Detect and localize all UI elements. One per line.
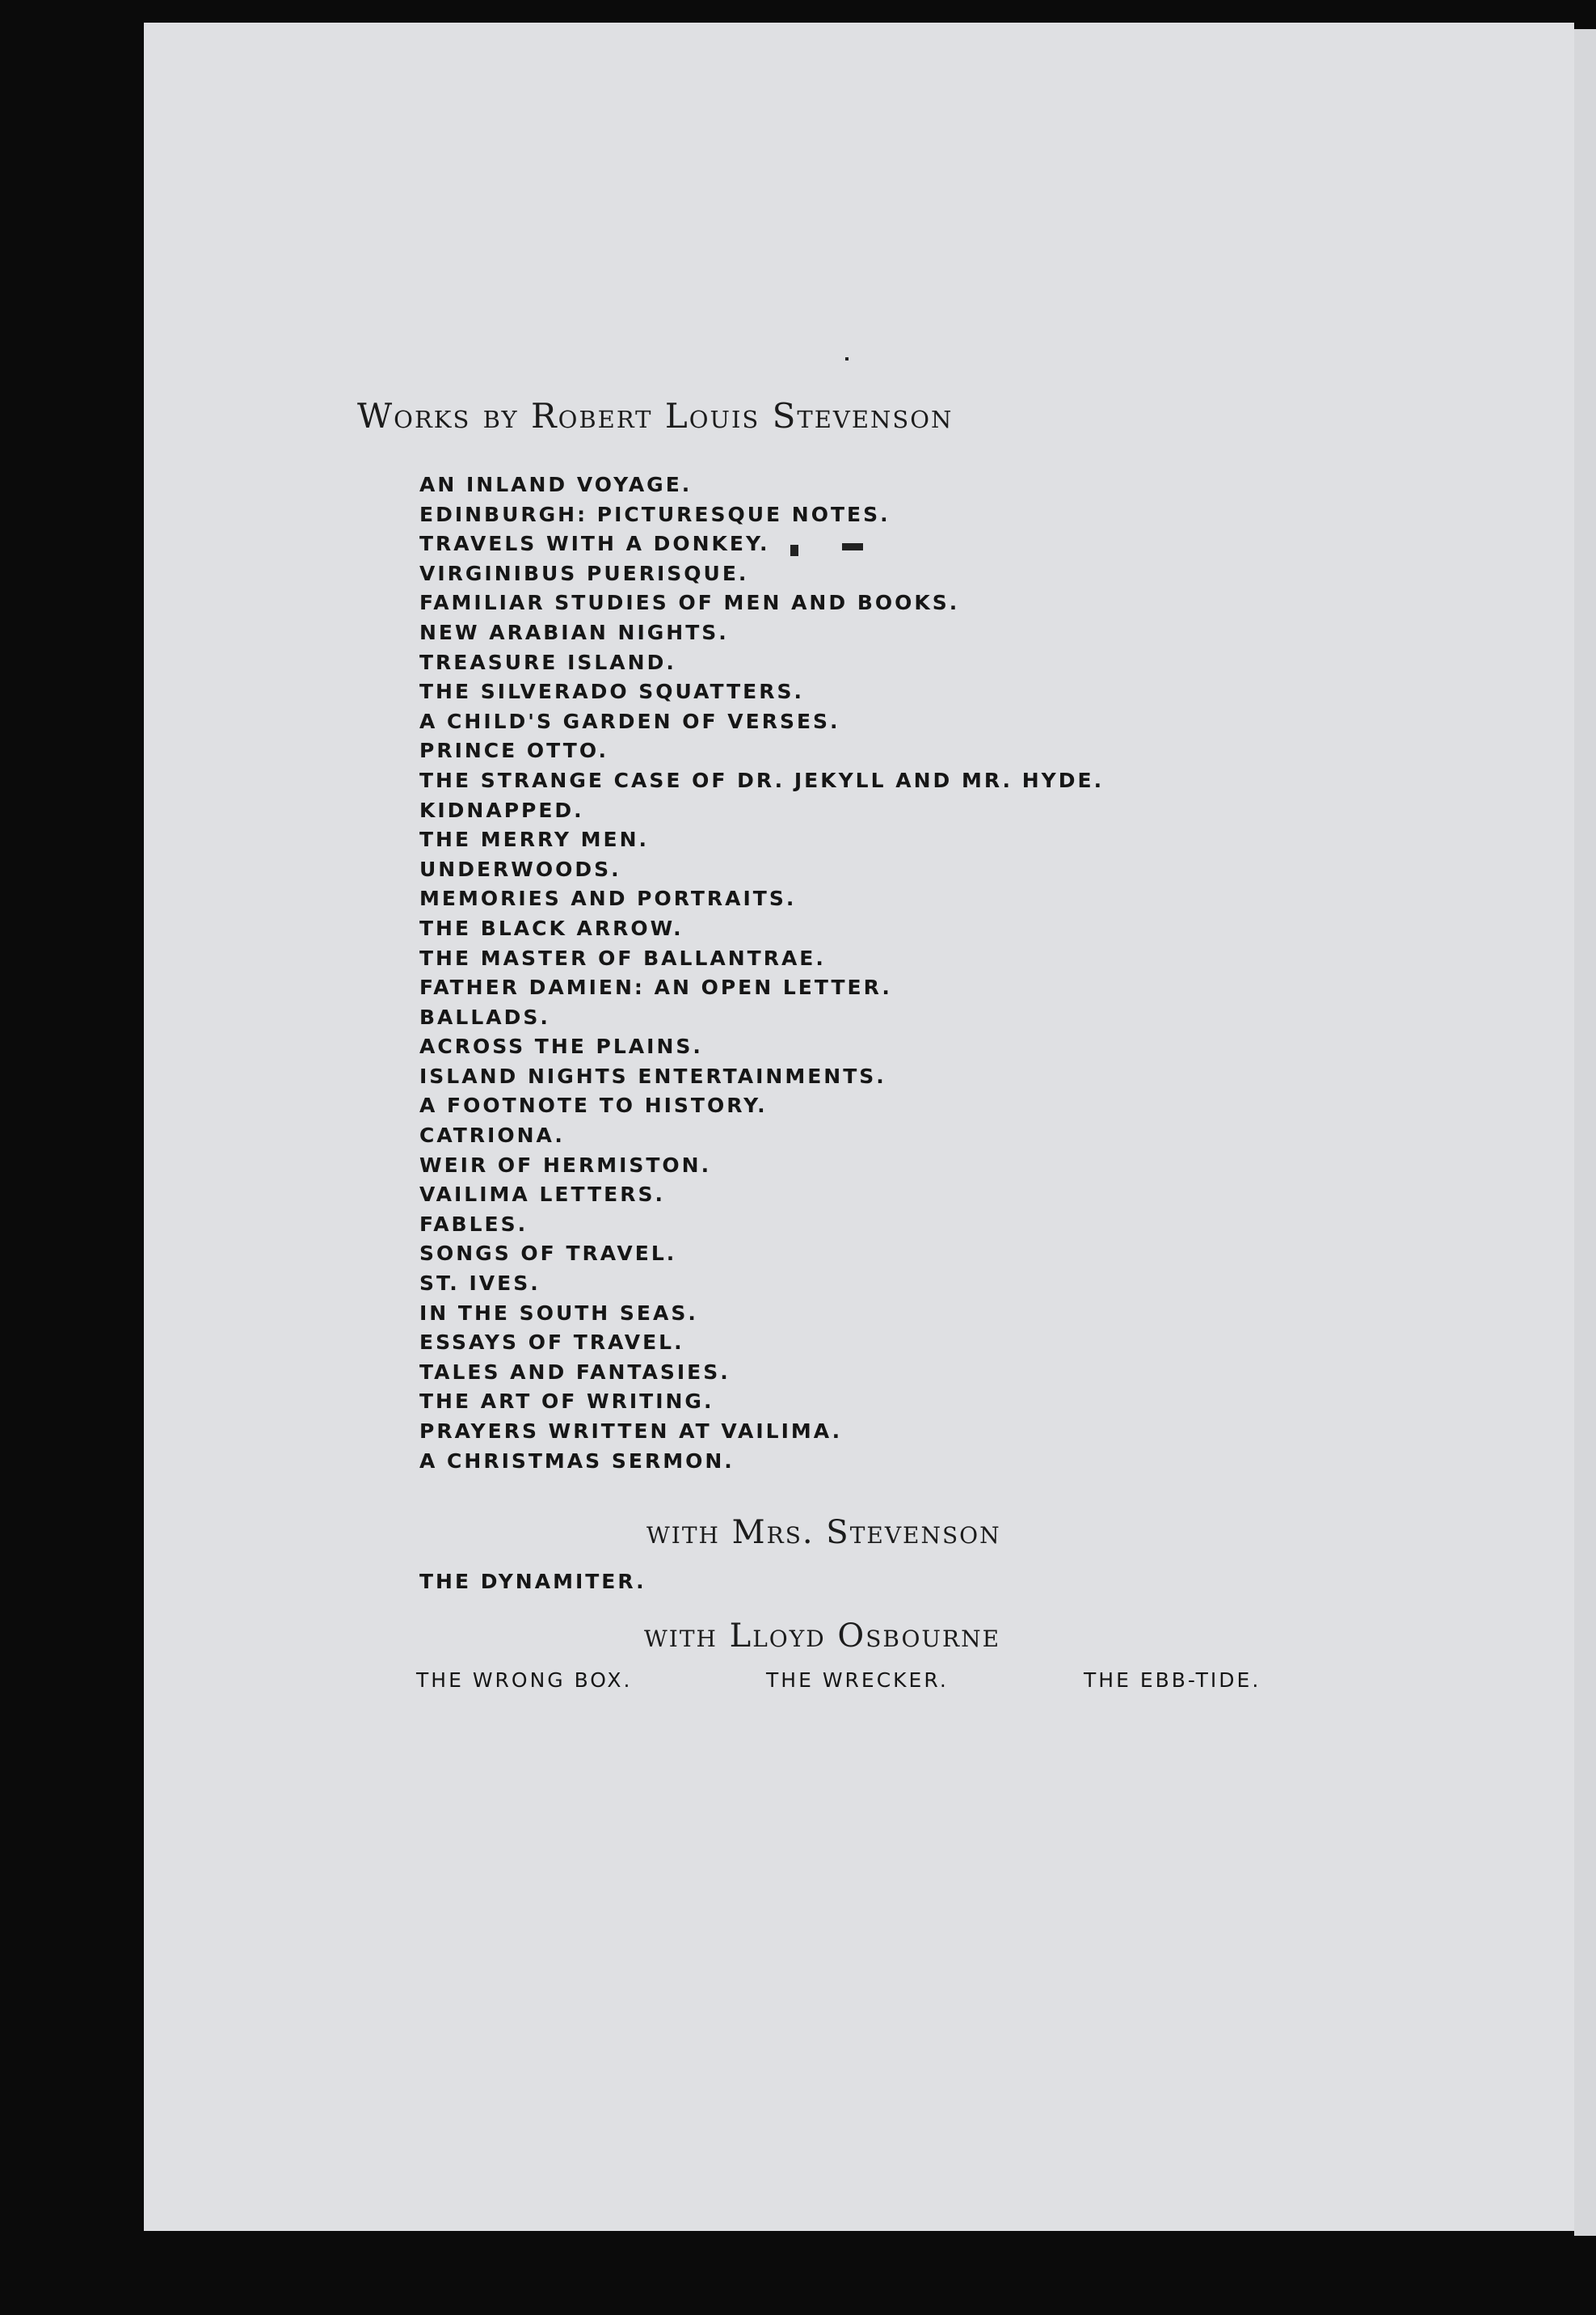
work-item: IN THE SOUTH SEAS. <box>419 1301 698 1325</box>
work-item: PRINCE OTTO. <box>419 739 609 763</box>
work-item-wrecker: THE WRECKER. <box>766 1668 949 1692</box>
work-item: NEW ARABIAN NIGHTS. <box>419 620 729 644</box>
work-item: A CHILD'S GARDEN OF VERSES. <box>419 709 840 733</box>
ink-blot <box>790 545 798 556</box>
works-list <box>419 470 1104 1476</box>
work-item: ST. IVES. <box>419 1271 541 1296</box>
work-item: UNDERWOODS. <box>419 857 621 881</box>
work-item: FABLES. <box>419 1212 528 1236</box>
work-item: FATHER DAMIEN: AN OPEN LETTER. <box>419 976 892 1000</box>
work-item: BALLADS. <box>419 1005 550 1029</box>
work-item: WEIR OF HERMISTON. <box>419 1153 712 1177</box>
work-item: MEMORIES AND PORTRAITS. <box>419 887 797 911</box>
page-title: Works by Robert Louis Stevenson <box>357 396 954 436</box>
work-item: PRAYERS WRITTEN AT VAILIMA. <box>419 1419 843 1443</box>
section-heading-with-mrs-stevenson: with Mrs. Stevenson <box>646 1514 1001 1551</box>
ink-speck <box>845 357 849 361</box>
work-item-dynamiter: THE DYNAMITER. <box>419 1570 646 1593</box>
work-item: A FOOTNOTE TO HISTORY. <box>419 1094 768 1118</box>
work-item-ebb-tide: THE EBB-TIDE. <box>1084 1668 1261 1692</box>
work-item: AN INLAND VOYAGE. <box>419 473 693 496</box>
work-item: THE BLACK ARROW. <box>419 916 684 940</box>
work-item: VIRGINIBUS PUERISQUE. <box>419 561 749 585</box>
work-item: ACROSS THE PLAINS. <box>419 1035 703 1059</box>
work-item: CATRIONA. <box>419 1124 565 1148</box>
work-item: FAMILIAR STUDIES OF MEN AND BOOKS. <box>419 591 960 615</box>
work-item: THE ART OF WRITING. <box>419 1389 714 1414</box>
book-page <box>144 23 1574 2231</box>
work-item: ISLAND NIGHTS ENTERTAINMENTS. <box>419 1064 886 1088</box>
work-item-wrong-box: THE WRONG BOX. <box>416 1668 633 1692</box>
work-item: SONGS OF TRAVEL. <box>419 1242 677 1266</box>
work-item: THE STRANGE CASE OF DR. JEKYLL AND MR. HYDE. <box>419 768 1105 792</box>
work-item: TALES AND FANTASIES. <box>419 1360 731 1384</box>
work-item: THE MERRY MEN. <box>419 828 650 852</box>
work-item: THE SILVERADO SQUATTERS. <box>419 680 804 704</box>
work-item: TRAVELS WITH A DONKEY. <box>419 532 770 556</box>
work-item: TREASURE ISLAND. <box>419 650 676 674</box>
work-item: EDINBURGH: PICTURESQUE NOTES. <box>419 502 891 526</box>
work-item: ESSAYS OF TRAVEL. <box>419 1330 684 1355</box>
work-item: KIDNAPPED. <box>419 798 584 822</box>
work-item: VAILIMA LETTERS. <box>419 1183 665 1207</box>
work-item: THE MASTER OF BALLANTRAE. <box>419 946 826 970</box>
adjacent-page-edge <box>1574 29 1596 2236</box>
work-item: A CHRISTMAS SERMON. <box>419 1448 735 1473</box>
section-heading-with-lloyd-osbourne: with Lloyd Osbourne <box>644 1617 1001 1655</box>
ink-blot <box>842 543 863 550</box>
